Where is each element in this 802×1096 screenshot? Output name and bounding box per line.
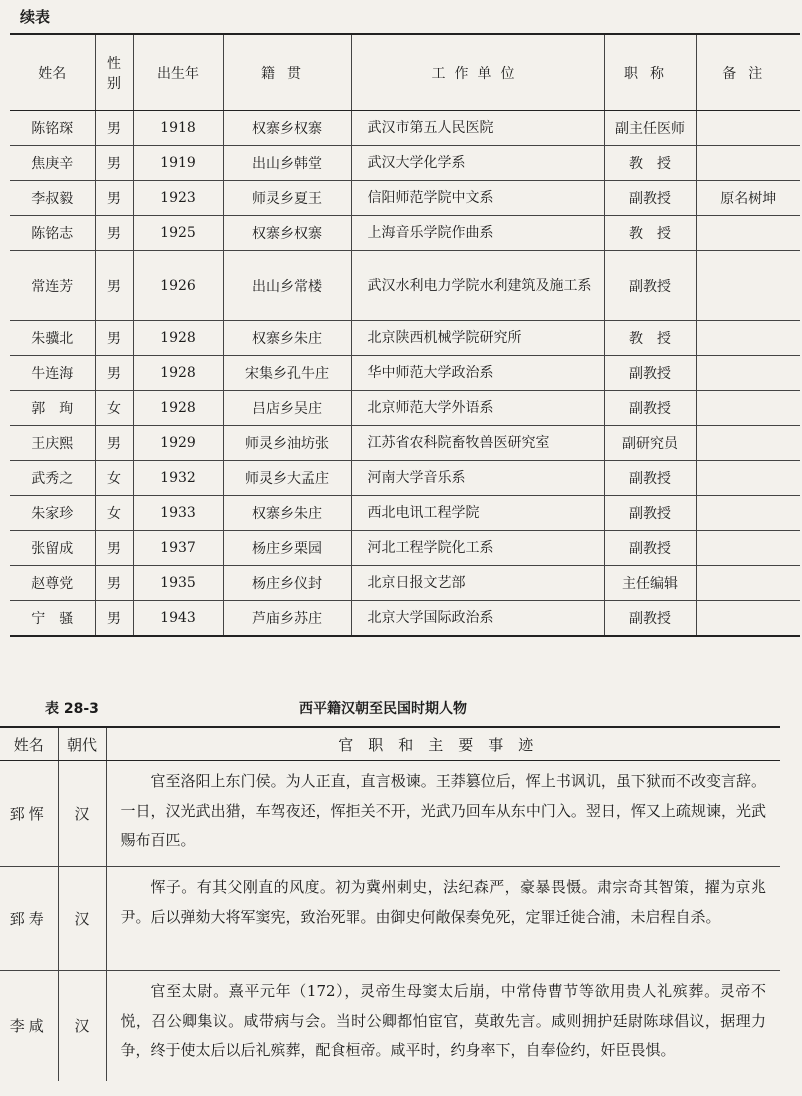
table-row (10, 391, 800, 426)
cell-gender: 男 (95, 146, 133, 181)
header-deeds: 官职和主要事迹 (106, 727, 780, 761)
cell-gender: 男 (95, 181, 133, 216)
cell-name: 李叔毅 (10, 181, 95, 216)
cell-work-unit: 武汉大学化学系 (351, 146, 604, 181)
cell-birth-year: 1919 (133, 146, 223, 181)
cell-remarks (696, 461, 800, 496)
cell-person-name: 郅恽 (0, 761, 58, 867)
header-dynasty: 朝代 (58, 727, 106, 761)
cell-remarks (696, 601, 800, 636)
cell-gender: 男 (95, 111, 133, 146)
cell-birth-year: 1928 (133, 321, 223, 356)
cell-native-place: 权寨乡朱庄 (223, 496, 351, 531)
cell-gender: 男 (95, 601, 133, 636)
table-row (10, 566, 800, 601)
continued-label: 续表 (20, 8, 51, 26)
cell-birth-year: 1943 (133, 601, 223, 636)
cell-work-unit: 河北工程学院化工系 (351, 531, 604, 566)
personnel-table (10, 33, 800, 637)
cell-gender: 女 (95, 391, 133, 426)
cell-work-unit: 北京陕西机械学院研究所 (351, 321, 604, 356)
cell-name: 朱家珍 (10, 496, 95, 531)
cell-title: 副教授 (604, 601, 696, 636)
cell-work-unit: 华中师范大学政治系 (351, 356, 604, 391)
cell-work-unit: 河南大学音乐系 (351, 461, 604, 496)
cell-native-place: 出山乡韩堂 (223, 146, 351, 181)
cell-work-unit: 武汉水利电力学院水利建筑及施工系 (351, 251, 604, 321)
cell-native-place: 权寨乡权寨 (223, 216, 351, 251)
cell-name: 王庆熙 (10, 426, 95, 461)
cell-remarks (696, 566, 800, 601)
table-row (0, 761, 780, 867)
table-row (10, 321, 800, 356)
header-name: 姓名 (0, 727, 58, 761)
cell-remarks (696, 111, 800, 146)
cell-gender: 女 (95, 461, 133, 496)
cell-birth-year: 1929 (133, 426, 223, 461)
cell-remarks (696, 496, 800, 531)
table-row (10, 356, 800, 391)
cell-name: 常连芳 (10, 251, 95, 321)
header-birth-year: 出生年 (133, 34, 223, 111)
cell-name: 郭 珣 (10, 391, 95, 426)
cell-birth-year: 1935 (133, 566, 223, 601)
header-native-place: 籍贯 (223, 34, 351, 111)
table-row (10, 216, 800, 251)
table-row (10, 496, 800, 531)
cell-birth-year: 1928 (133, 391, 223, 426)
cell-title: 教 授 (604, 216, 696, 251)
cell-name: 张留成 (10, 531, 95, 566)
cell-native-place: 权寨乡权寨 (223, 111, 351, 146)
cell-title: 教 授 (604, 146, 696, 181)
cell-remarks (696, 216, 800, 251)
cell-work-unit: 信阳师范学院中文系 (351, 181, 604, 216)
table-row (10, 601, 800, 636)
cell-name: 朱骥北 (10, 321, 95, 356)
cell-deeds: 官至洛阳上东门侯。为人正直，直言极谏。王莽篡位后，恽上书讽讥，虽下狱而不改变言辞。一日，汉光武出猎，车驾夜还，恽拒关不开，光武乃回车从东中门入。翌日，恽又上疏规谏，光武赐布百匹。 (106, 761, 780, 867)
cell-work-unit: 北京大学国际政治系 (351, 601, 604, 636)
cell-remarks (696, 391, 800, 426)
cell-remarks (696, 321, 800, 356)
cell-gender: 男 (95, 566, 133, 601)
cell-name: 牛连海 (10, 356, 95, 391)
cell-title: 副教授 (604, 461, 696, 496)
header-name: 姓名 (10, 34, 95, 111)
cell-gender: 女 (95, 496, 133, 531)
table-row (0, 971, 780, 1081)
cell-birth-year: 1923 (133, 181, 223, 216)
cell-dynasty: 汉 (58, 867, 106, 971)
table-row (10, 146, 800, 181)
cell-native-place: 师灵乡夏王 (223, 181, 351, 216)
cell-name: 陈铭志 (10, 216, 95, 251)
cell-native-place: 师灵乡大孟庄 (223, 461, 351, 496)
cell-native-place: 杨庄乡仪封 (223, 566, 351, 601)
header-title: 职称 (604, 34, 696, 111)
cell-title: 主任编辑 (604, 566, 696, 601)
cell-deeds: 官至太尉。熹平元年（172），灵帝生母窦太后崩，中常侍曹节等欲用贵人礼殡葬。灵帝不悦，召公卿集议。咸带病与会。当时公卿都怕宦官，莫敢先言。咸则拥护廷尉陈球倡议，据理力争，终于使太后以后礼殡葬，配食桓帝。咸平时，约身率下，自奉俭约，奸臣畏惧。 (106, 971, 780, 1081)
cell-name: 宁 骚 (31, 610, 74, 627)
header-gender-line2: 别 (107, 75, 121, 92)
cell-gender: 男 (95, 216, 133, 251)
cell-birth-year: 1926 (133, 251, 223, 321)
cell-work-unit: 北京日报文艺部 (351, 566, 604, 601)
cell-work-unit: 西北电讯工程学院 (351, 496, 604, 531)
cell-native-place: 师灵乡油坊张 (223, 426, 351, 461)
cell-birth-year: 1933 (133, 496, 223, 531)
cell-dynasty: 汉 (58, 971, 106, 1081)
cell-gender: 男 (95, 251, 133, 321)
cell-person-name: 李咸 (9, 1017, 48, 1036)
cell-work-unit: 上海音乐学院作曲系 (351, 216, 604, 251)
cell-birth-year: 1932 (133, 461, 223, 496)
cell-gender: 男 (95, 426, 133, 461)
cell-title: 副教授 (604, 496, 696, 531)
cell-native-place: 吕店乡吴庄 (223, 391, 351, 426)
cell-person-name: 郅寿 (0, 867, 58, 971)
cell-birth-year: 1918 (133, 111, 223, 146)
cell-name: 焦庚辛 (10, 146, 95, 181)
cell-gender: 男 (95, 321, 133, 356)
header-gender-line1: 性 (107, 55, 121, 72)
cell-birth-year: 1928 (133, 356, 223, 391)
cell-title: 副教授 (604, 251, 696, 321)
cell-native-place: 宋集乡孔牛庄 (223, 356, 351, 391)
table-row (10, 531, 800, 566)
historical-figures-table (0, 726, 780, 1081)
table-row (10, 251, 800, 321)
table-row (0, 867, 780, 971)
table-header-row (10, 34, 800, 111)
cell-native-place: 出山乡常楼 (223, 251, 351, 321)
cell-remarks (696, 251, 800, 321)
header-gender (95, 34, 133, 111)
cell-name: 陈铭琛 (10, 111, 95, 146)
cell-dynasty: 汉 (58, 761, 106, 867)
header-work-unit: 工作单位 (351, 34, 604, 111)
table2-number: 表 28-3 (45, 701, 99, 717)
cell-gender: 男 (95, 356, 133, 391)
table-row (10, 426, 800, 461)
cell-title: 副主任医师 (604, 111, 696, 146)
cell-title: 副教授 (604, 181, 696, 216)
cell-remarks (696, 531, 800, 566)
cell-name: 武秀之 (10, 461, 95, 496)
header-remarks: 备注 (696, 34, 800, 111)
cell-title: 副教授 (604, 391, 696, 426)
table2-title: 西平籍汉朝至民国时期人物 (299, 701, 467, 717)
cell-title: 副教授 (604, 531, 696, 566)
table-header-row (0, 727, 780, 761)
cell-native-place: 杨庄乡栗园 (223, 531, 351, 566)
cell-native-place: 芦庙乡苏庄 (223, 601, 351, 636)
cell-name: 赵尊党 (10, 566, 95, 601)
cell-remarks (696, 146, 800, 181)
table-row (10, 181, 800, 216)
table-row (10, 461, 800, 496)
cell-gender: 男 (95, 531, 133, 566)
cell-work-unit: 江苏省农科院畜牧兽医研究室 (351, 426, 604, 461)
cell-title: 副研究员 (604, 426, 696, 461)
cell-deeds: 恽子。有其父刚直的风度。初为冀州刺史，法纪森严，豪暴畏慑。肃宗奇其智策，擢为京兆尹。后以弹劾大将军窦宪，致治死罪。由御史何敞保奏免死，定罪迁徙合浦，未启程自杀。 (106, 867, 780, 971)
cell-title: 副教授 (604, 356, 696, 391)
cell-title: 教 授 (604, 321, 696, 356)
table-row (10, 111, 800, 146)
cell-native-place: 权寨乡朱庄 (223, 321, 351, 356)
cell-work-unit: 北京师范大学外语系 (351, 391, 604, 426)
cell-remarks: 原名树坤 (696, 181, 800, 216)
cell-birth-year: 1937 (133, 531, 223, 566)
cell-birth-year: 1925 (133, 216, 223, 251)
cell-work-unit: 武汉市第五人民医院 (351, 111, 604, 146)
cell-remarks (696, 426, 800, 461)
cell-remarks (696, 356, 800, 391)
